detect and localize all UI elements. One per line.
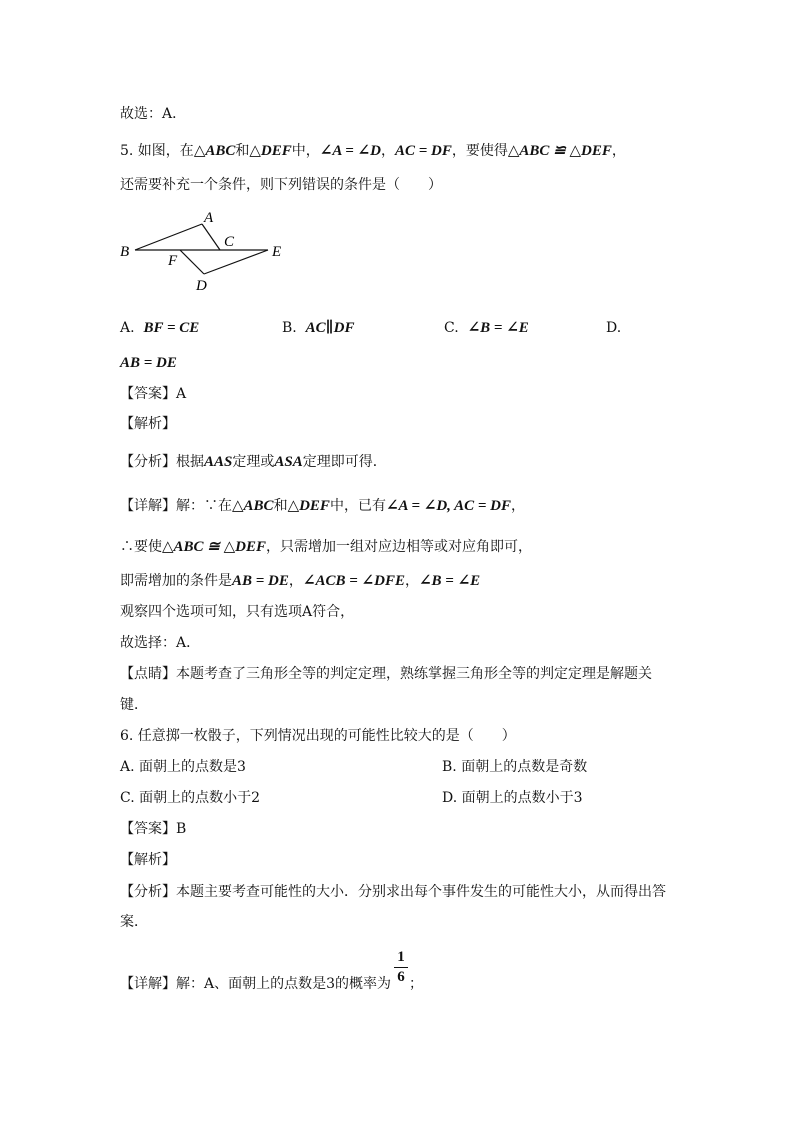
q5-option-b [282, 318, 354, 338]
opt-d-text: AB = DE [120, 355, 177, 371]
q6-stem: 6. 任意掷一枚骰子，下列情况出现的可能性比较大的是（ ） [120, 728, 516, 744]
q5-option-d [120, 353, 177, 373]
so-pre: ∴要使 [120, 539, 162, 555]
q5-observe: 观察四个选项可知，只有选项A符合， [120, 604, 355, 620]
need-pre: 即需增加的条件是 [120, 573, 232, 589]
q6-option-d: D. 面朝上的点数小于3 [442, 790, 583, 806]
q6-fenxi-line1: 【分析】本题主要考查可能性的大小．分别求出每个事件发生的可能性大小，从而得出答 [120, 884, 666, 900]
q5-option-c [444, 318, 529, 338]
frac-den: 6 [397, 969, 405, 985]
q5-tri1: △ABC [193, 143, 236, 159]
fenxi-aas: AAS [204, 454, 233, 470]
q5-choose: 故选择：A． [120, 635, 201, 651]
q5-cond1: ∠A = ∠D [319, 143, 381, 159]
q6-fenxi-line2: 案． [120, 914, 148, 930]
segment-de [204, 250, 268, 274]
opt-b-letter: B. [282, 320, 297, 336]
q6-xj-pre: 【详解】解：A、面朝上的点数是3的概率为 [120, 976, 392, 992]
segment-ba [135, 224, 202, 250]
need-sep2: ， [404, 573, 419, 589]
frac-num: 1 [397, 949, 405, 965]
q5-suffix2: ， [611, 143, 626, 159]
label-c: C [224, 234, 235, 250]
q6-option-c: C. 面朝上的点数小于2 [120, 790, 261, 806]
xj-tri2: △DEF [287, 498, 330, 514]
q5-comment-line2: 键． [120, 697, 148, 713]
segment-ac [202, 224, 220, 250]
fraction-one-sixth [394, 949, 408, 986]
opt-c-text: ∠B = ∠E [467, 320, 529, 336]
fenxi-asa: ASA [274, 454, 303, 470]
fenxi-post: 定理即可得． [302, 454, 387, 470]
q5-prefix: 5. 如图，在 [120, 143, 194, 159]
xj-tri1: △ABC [232, 498, 274, 514]
label-a: A [204, 210, 214, 226]
q6-option-b: B. 面朝上的点数是奇数 [442, 759, 588, 775]
need-1: AB = DE [232, 573, 289, 589]
xj-pre: 【详解】解：∵在 [120, 498, 232, 514]
label-f: F [168, 253, 178, 269]
q5-tri2: △DEF [249, 143, 292, 159]
q5-xiangjie [120, 496, 525, 516]
q6-xiangjie [120, 974, 423, 994]
xj-cond: ∠A = ∠D, AC = DF [385, 498, 511, 514]
q5-answer: 【答案】A [120, 386, 187, 402]
q5-need [120, 571, 480, 591]
fenxi-pre: 【分析】根据 [120, 454, 204, 470]
q5-cond2: AC = DF [394, 143, 452, 159]
need-3: ∠B = ∠E [418, 573, 481, 589]
xj-mid: 中，已有 [329, 498, 386, 514]
xj-end: ， [511, 498, 525, 514]
prev-answer: 故选：A． [120, 106, 187, 122]
q6-option-a: A. 面朝上的点数是3 [120, 759, 246, 775]
q5-analysis-head: 【解析】 [120, 416, 176, 432]
q6-analysis-head: 【解析】 [120, 852, 176, 868]
q5-fenxi [120, 452, 387, 472]
q5-option-d-letter: D. [606, 320, 622, 336]
frac-bar [394, 967, 408, 968]
q5-target: △ABC ≌ △DEF [507, 143, 612, 159]
xj-and: 和 [273, 498, 288, 514]
need-sep1: ， [288, 573, 303, 589]
so-post: ，只需增加一组对应边相等或对应角即可， [266, 539, 532, 555]
opt-a-text: BF = CE [143, 320, 200, 336]
q5-option-a [120, 318, 199, 338]
label-d: D [196, 278, 207, 294]
q5-stem-line2: 还需要补充一个条件，则下列错误的条件是（ ） [120, 177, 442, 193]
q5-so [120, 537, 532, 557]
so-target: △ABC ≅ △DEF [162, 539, 266, 555]
q5-suffix1: ，要使得 [451, 143, 508, 159]
q5-mid: 中， [291, 143, 320, 159]
q5-comment-line1: 【点睛】本题考查了三角形全等的判定定理，熟练掌握三角形全等的判定定理是解题关 [120, 666, 652, 682]
q5-and: 和 [235, 143, 250, 159]
opt-a-letter: A. [120, 320, 135, 336]
q6-answer: 【答案】B [120, 821, 187, 837]
opt-c-letter: C. [444, 320, 459, 336]
segment-fd [180, 250, 204, 274]
label-b: B [120, 244, 130, 260]
q6-xj-end: ； [409, 976, 424, 992]
q5-comma: ， [380, 143, 395, 159]
label-e: E [272, 244, 282, 260]
opt-b-text: AC∥DF [305, 320, 355, 336]
fenxi-mid: 定理或 [232, 454, 275, 470]
need-2: ∠ACB = ∠DFE [302, 573, 405, 589]
